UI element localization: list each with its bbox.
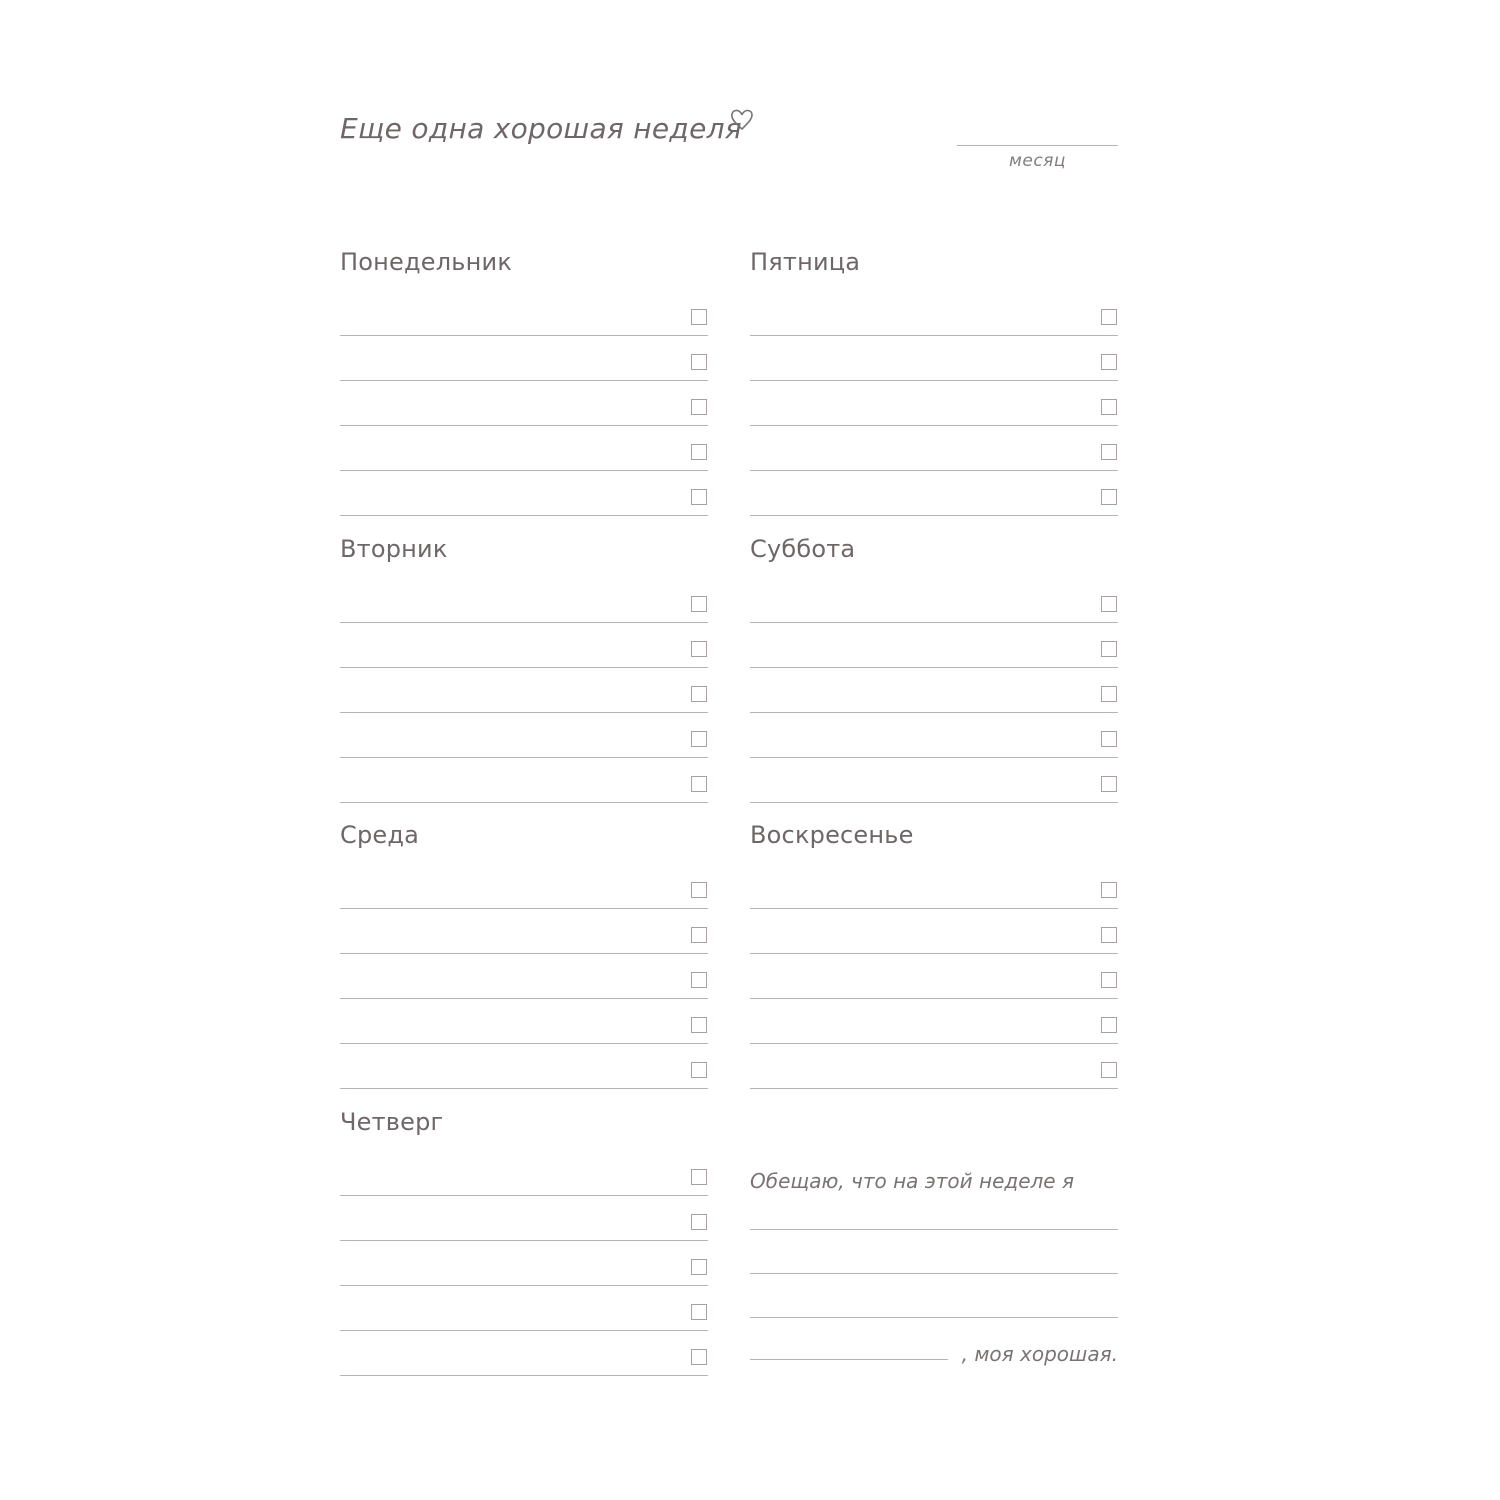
task-row[interactable]	[750, 623, 1118, 668]
task-row[interactable]	[750, 336, 1118, 381]
signature-row	[750, 1342, 1118, 1372]
closing-text: , моя хорошая.	[961, 1342, 1118, 1366]
promise-label: Обещаю, что на этой неделе я	[750, 1169, 1074, 1193]
day-thursday	[340, 1106, 708, 1376]
day-title-thursday: Четверг	[340, 1108, 444, 1136]
task-checkbox[interactable]	[691, 641, 707, 657]
task-list	[750, 291, 1118, 516]
task-row[interactable]	[750, 954, 1118, 999]
task-checkbox[interactable]	[1101, 731, 1117, 747]
task-row[interactable]	[340, 578, 708, 623]
task-checkbox[interactable]	[1101, 399, 1117, 415]
task-checkbox[interactable]	[1101, 444, 1117, 460]
task-checkbox[interactable]	[691, 927, 707, 943]
task-row[interactable]	[750, 381, 1118, 426]
task-checkbox[interactable]	[1101, 1017, 1117, 1033]
task-row[interactable]	[750, 668, 1118, 713]
task-checkbox[interactable]	[1101, 354, 1117, 370]
task-checkbox[interactable]	[691, 1169, 707, 1185]
task-checkbox[interactable]	[691, 1062, 707, 1078]
task-row[interactable]	[750, 713, 1118, 758]
task-checkbox[interactable]	[691, 776, 707, 792]
task-row[interactable]	[340, 623, 708, 668]
task-list	[340, 1151, 708, 1376]
task-checkbox[interactable]	[691, 1017, 707, 1033]
task-checkbox[interactable]	[691, 489, 707, 505]
task-row[interactable]	[750, 578, 1118, 623]
day-title-sunday: Воскресенье	[750, 821, 914, 849]
task-row[interactable]	[340, 999, 708, 1044]
day-saturday	[750, 533, 1118, 803]
task-row[interactable]	[750, 909, 1118, 954]
month-input-line[interactable]	[957, 145, 1118, 146]
task-checkbox[interactable]	[691, 1259, 707, 1275]
page-title: Еще одна хорошая неделя	[340, 112, 742, 145]
task-row[interactable]	[340, 381, 708, 426]
task-list	[340, 578, 708, 803]
task-checkbox[interactable]	[1101, 489, 1117, 505]
task-checkbox[interactable]	[691, 444, 707, 460]
task-checkbox[interactable]	[1101, 686, 1117, 702]
task-row[interactable]	[340, 336, 708, 381]
task-checkbox[interactable]	[691, 972, 707, 988]
task-checkbox[interactable]	[691, 309, 707, 325]
day-title-monday: Понедельник	[340, 248, 513, 276]
task-row[interactable]	[340, 1331, 708, 1376]
task-row[interactable]	[340, 426, 708, 471]
day-title-wednesday: Среда	[340, 821, 420, 849]
task-row[interactable]	[340, 1286, 708, 1331]
task-checkbox[interactable]	[691, 354, 707, 370]
day-friday	[750, 246, 1118, 516]
task-row[interactable]	[750, 999, 1118, 1044]
task-list	[750, 864, 1118, 1089]
task-row[interactable]	[340, 471, 708, 516]
task-row[interactable]	[340, 909, 708, 954]
promise-line[interactable]	[750, 1274, 1118, 1318]
task-row[interactable]	[340, 1196, 708, 1241]
task-checkbox[interactable]	[1101, 309, 1117, 325]
day-tuesday	[340, 533, 708, 803]
day-title-tuesday: Вторник	[340, 535, 448, 563]
task-row[interactable]	[750, 758, 1118, 803]
task-checkbox[interactable]	[691, 1214, 707, 1230]
day-monday	[340, 246, 708, 516]
name-input-line[interactable]	[750, 1359, 948, 1360]
heart-icon	[728, 106, 756, 132]
task-list	[340, 864, 708, 1089]
task-checkbox[interactable]	[1101, 641, 1117, 657]
task-row[interactable]	[340, 668, 708, 713]
task-checkbox[interactable]	[1101, 596, 1117, 612]
task-list	[750, 578, 1118, 803]
task-list	[340, 291, 708, 516]
day-wednesday	[340, 819, 708, 1089]
task-row[interactable]	[340, 713, 708, 758]
task-row[interactable]	[750, 291, 1118, 336]
task-row[interactable]	[750, 471, 1118, 516]
task-row[interactable]	[750, 1044, 1118, 1089]
task-row[interactable]	[750, 426, 1118, 471]
task-checkbox[interactable]	[691, 1304, 707, 1320]
task-row[interactable]	[750, 864, 1118, 909]
task-checkbox[interactable]	[691, 731, 707, 747]
day-title-friday: Пятница	[750, 248, 861, 276]
day-title-saturday: Суббота	[750, 535, 856, 563]
day-sunday	[750, 819, 1118, 1089]
task-checkbox[interactable]	[691, 399, 707, 415]
promise-line[interactable]	[750, 1230, 1118, 1274]
promise-line[interactable]	[750, 1196, 1118, 1230]
task-checkbox[interactable]	[1101, 1062, 1117, 1078]
task-checkbox[interactable]	[691, 882, 707, 898]
task-row[interactable]	[340, 291, 708, 336]
task-checkbox[interactable]	[1101, 927, 1117, 943]
task-row[interactable]	[340, 1044, 708, 1089]
task-checkbox[interactable]	[691, 686, 707, 702]
task-row[interactable]	[340, 864, 708, 909]
task-checkbox[interactable]	[691, 1349, 707, 1365]
task-checkbox[interactable]	[1101, 882, 1117, 898]
task-checkbox[interactable]	[691, 596, 707, 612]
task-checkbox[interactable]	[1101, 776, 1117, 792]
task-row[interactable]	[340, 1151, 708, 1196]
task-row[interactable]	[340, 1241, 708, 1286]
task-row[interactable]	[340, 954, 708, 999]
task-row[interactable]	[340, 758, 708, 803]
month-label: месяц	[1009, 151, 1066, 171]
promise-section	[750, 1166, 1118, 1318]
task-checkbox[interactable]	[1101, 972, 1117, 988]
